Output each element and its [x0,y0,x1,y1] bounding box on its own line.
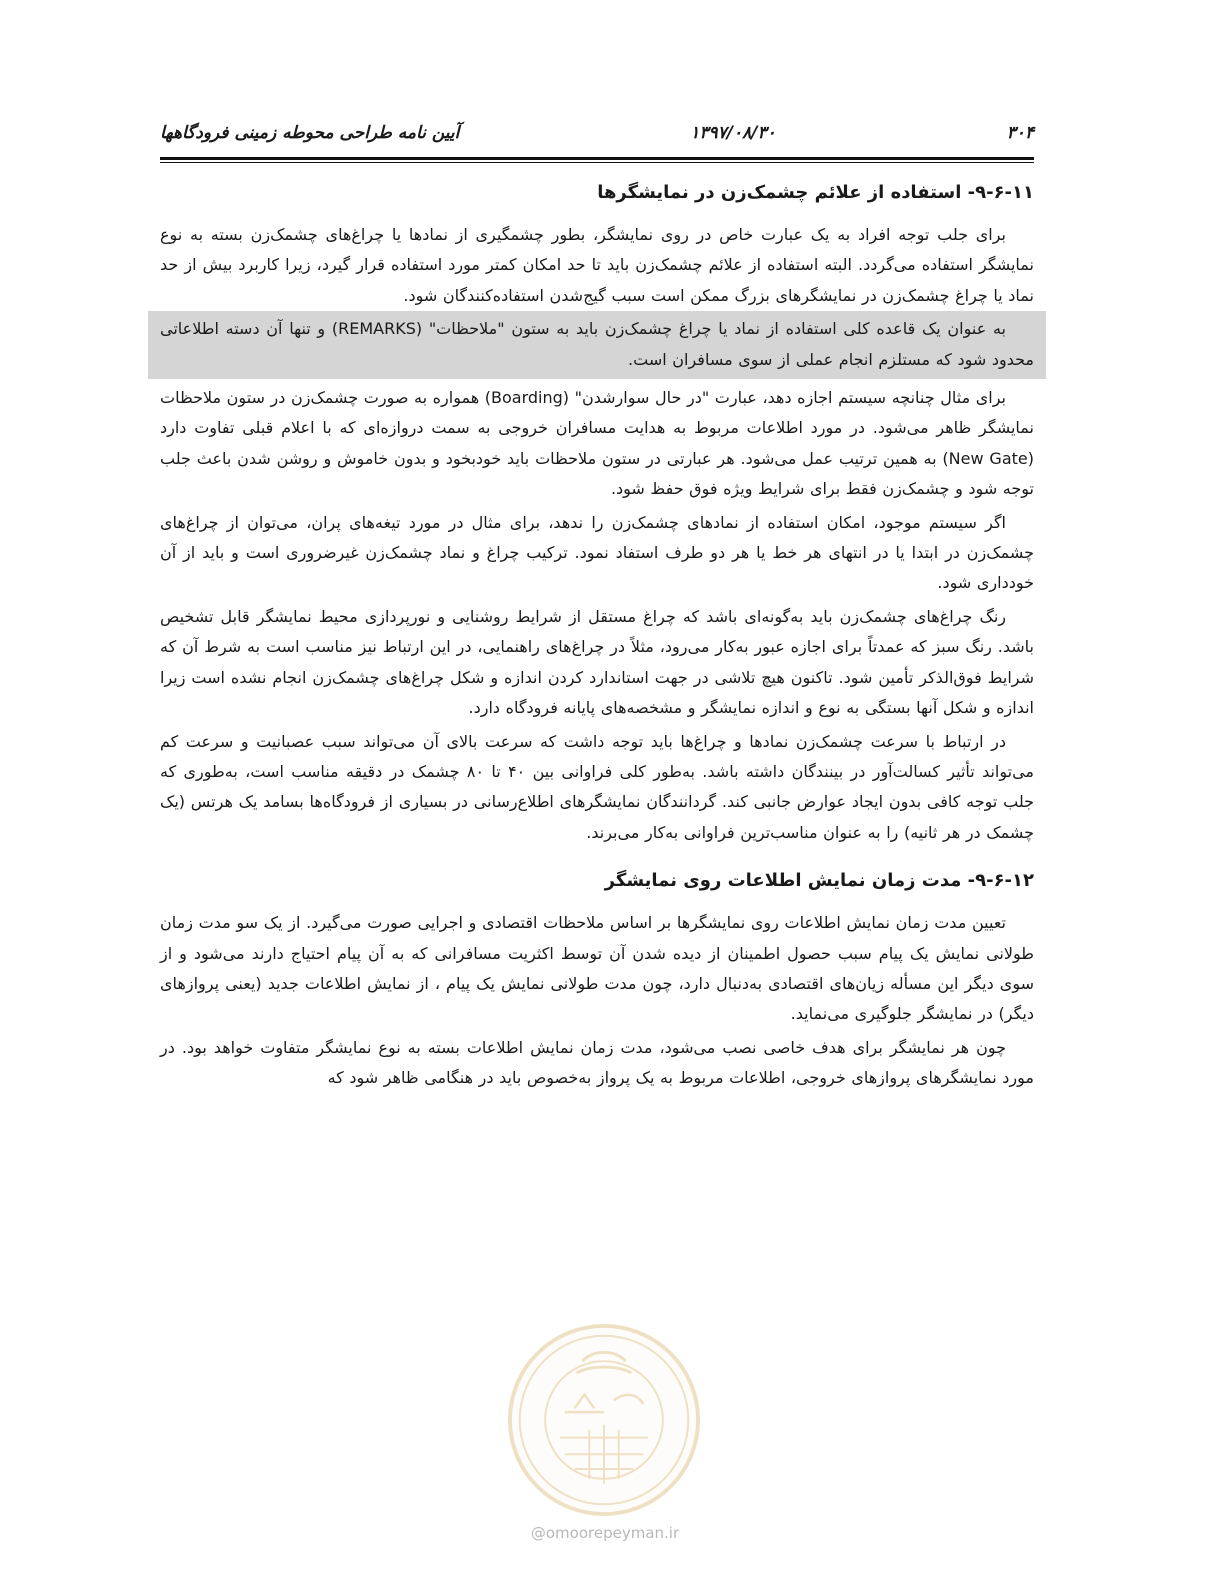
highlighted-paragraph: به عنوان یک قاعده کلی استفاده از نماد یا چراغ چشمک‌زن باید به ستون "ملاحظات" (REMARKS) و تنها آن دسته اطلاعاتی محدود شود که مستلزم انجام عملی از سوی مسافران است. [148,311,1046,379]
paragraph: اگر سیستم موجود، امکان استفاده از نمادهای چشمک‌زن را ندهد، برای مثال در مورد تیغه‌های پران، می‌توان از چراغ‌های چشمک‌زن در ابتدا یا در انتهای هر خط یا هر دو طرف استفاد نمود. ترکیب چراغ و نماد چشمک‌زن غیرضروری است و باید از آن خودداری شود. [160,512,1034,593]
section-heading-9-6-12: ۹-۶-۱۲- مدت زمان نمایش اطلاعات روی نمایشگر [604,870,1034,892]
page-header [160,118,1034,148]
section-heading-9-6-11: ۹-۶-۱۱- استفاده از علائم چشمک‌زن در نمایشگرها [597,182,1034,203]
watermark-seal-icon [506,1322,702,1518]
paragraph: رنگ چراغ‌های چشمک‌زن باید به‌گونه‌ای باشد که چراغ مستقل از شرایط روشنایی و نورپردازی محیط نمایشگر قابل تشخیص باشد. رنگ سبز که عمدتاً برای اجازه عبور به‌کار می‌رود، مثلاً در چراغ‌های راهنمایی، در این ارتباط نیز مناسب است به شرط آن که شرایط فوق‌الذکر تأمین شود. تاکنون هیچ تلاشی در جهت استاندارد کردن اندازه و شکل چراغ‌های چشمک‌زن انجام نشده است زیرا اندازه و شکل آنها بستگی به نوع و اندازه نمایشگر و مشخصه‌های پایانه فرودگاه دارد. [160,606,1034,718]
header-rule-thin [160,162,1034,163]
header-date: ۱۳۹۷/۰۸/۳۰ [690,123,776,143]
page-body [160,178,1034,1097]
header-rule [160,157,1034,160]
paragraph: چون هر نمایشگر برای هدف خاصی نصب می‌شود، مدت زمان نمایش اطلاعات بسته به نوع نمایشگر متفاوت خواهد بود. در مورد نمایشگرهای پروازهای خروجی، اطلاعات مربوط به یک پرواز به‌خصوص باید در هنگامی ظاهر شود که [160,1037,1034,1088]
paragraph: برای جلب توجه افراد به یک عبارت خاص در روی نمایشگر، بطور چشمگیری از نمادها یا چراغ‌های چشمک‌زن بسته به نوع نمایشگر استفاده می‌گردد. البته استفاده از علائم چشمک‌زن باید تا حد امکان کمتر مورد استفاده قرار گیرد، زیرا کاربرد بیش از حد نماد یا چراغ چشمک‌زن در نمایشگرهای بزرگ ممکن است سبب گیج‌شدن استفاده‌کنندگان شود. [160,225,1034,305]
paragraph: برای مثال چنانچه سیستم اجازه دهد، عبارت "در حال سوارشدن" (Boarding) همواره به صورت چشمک‌زن در ستون ملاحظات نمایشگر ظاهر می‌شود. در مورد اطلاعات مربوط به هدایت مسافران خروجی به سمت دروازه‌ای که با اعلام قبلی تفاوت دارد (New Gate) به همین ترتیب عمل می‌شود. هر عبارتی در ستون ملاحظات باید خودبخود و بدون خاموش و روشن شدن باعث جلب توجه شود و چشمک‌زن فقط برای شرایط ویژه فوق حفظ شود. [160,388,1034,499]
page-number: ۳۰۴ [1006,123,1034,143]
paragraph: تعیین مدت زمان نمایش اطلاعات روی نمایشگرها بر اساس ملاحظات اقتصادی و اجرایی صورت می‌گیرد. از یک سو مدت زمان طولانی نمایش یک پیام سبب حصول اطمینان از دیده شدن آن توسط اکثریت مسافرانی که به آن پیام احتیاج دارند می‌شود و از سوی دیگر این مسأله زیان‌های اقتصادی به‌دنبال دارد، چون مدت طولانی نمایش یک پیام ، از نمایش اطلاعات جدید (یعنی پروازهای دیگر) در نمایشگر جلوگیری می‌نماید. [160,913,1034,1024]
document-title: آیین نامه طراحی محوطه زمینی فرودگاهها [160,123,460,143]
watermark-caption: @omoorepeyman.ir [530,1524,680,1542]
paragraph: در ارتباط با سرعت چشمک‌زن نمادها و چراغ‌ها باید توجه داشت که سرعت بالای آن می‌تواند سبب عصبانیت و سرعت کم می‌تواند تأثیر کسالت‌آور در بینندگان داشته باشد. به‌طور کلی فراوانی بین ۴۰ تا ۸۰ چشمک در دقیقه مناسب است، به‌طوری که جلب توجه کافی بدون ایجاد عوارض جانبی کند. گردانندگان نمایشگرهای اطلاع‌رسانی در بسیاری از فرودگاه‌ها بسامد یک هرتس (یک چشمک در هر ثانیه) را به عنوان مناسب‌ترین فراوانی به‌کار می‌برند. [160,731,1035,842]
